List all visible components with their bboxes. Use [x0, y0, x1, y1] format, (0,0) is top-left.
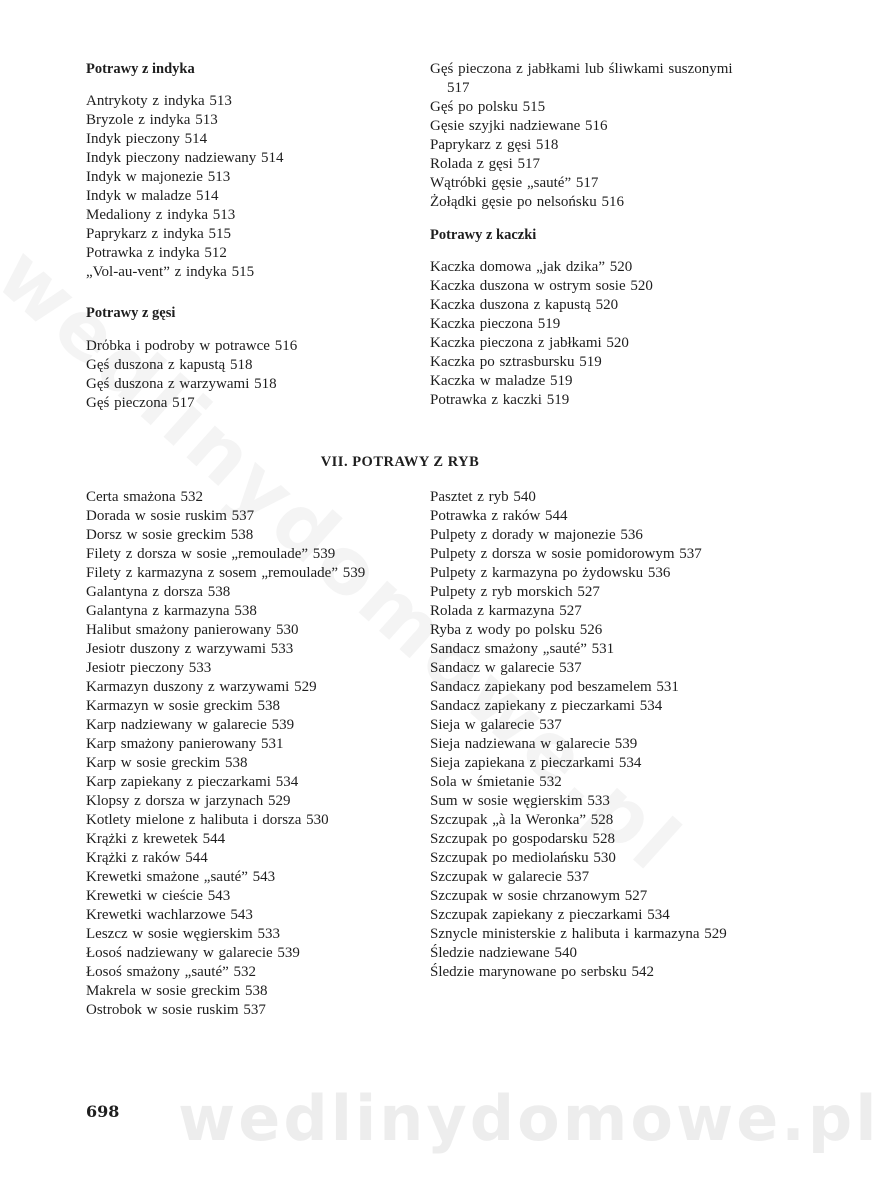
- index-entry: Leszcz w sosie węgierskim 533: [86, 926, 280, 942]
- index-entry: Sieja nadziewana w galarecie 539: [430, 736, 638, 752]
- index-entry: Kotlety mielone z halibuta i dorsza 530: [86, 812, 329, 828]
- index-entry: Indyk w maladze 514: [86, 188, 219, 204]
- index-entry: Pulpety z karmazyna po żydowsku 536: [430, 565, 671, 581]
- index-entry: Potrawka z raków 544: [430, 508, 568, 524]
- index-entry: Śledzie nadziewane 540: [430, 945, 577, 961]
- index-entry: Karp zapiekany z pieczarkami 534: [86, 774, 299, 790]
- index-entry: Kaczka duszona z kapustą 520: [430, 297, 619, 313]
- index-entry: Sandacz zapiekany pod beszamelem 531: [430, 679, 679, 695]
- list-gesi-left: [86, 337, 431, 413]
- index-entry: Indyk pieczony 514: [86, 131, 208, 147]
- index-entry: Sieja zapiekana z pieczarkami 534: [430, 755, 642, 771]
- index-entry: Potrawka z indyka 512: [86, 245, 227, 261]
- index-entry: Szczupak w sosie chrzanowym 527: [430, 888, 648, 904]
- index-entry: Szczupak zapiekany z pieczarkami 534: [430, 907, 670, 923]
- index-entry: Potrawka z kaczki 519: [430, 392, 570, 408]
- index-entry: Krewetki smażone „sauté” 543: [86, 869, 276, 885]
- index-entry: Pulpety z dorsza w sosie pomidorowym 537: [430, 546, 702, 562]
- index-entry: Jesiotr duszony z warzywami 533: [86, 641, 294, 657]
- list-gesi-right: [430, 60, 745, 212]
- index-entry: Indyk pieczony nadziewany 514: [86, 150, 284, 166]
- index-entry: Paprykarz z indyka 515: [86, 226, 232, 242]
- heading-kaczki: Potrawy z kaczki: [430, 227, 537, 243]
- index-entry: Szczupak po gospodarsku 528: [430, 831, 616, 847]
- index-entry: Krewetki w cieście 543: [86, 888, 231, 904]
- index-entry: Medaliony z indyka 513: [86, 207, 236, 223]
- section-title: VII. POTRAWY Z RYB: [320, 454, 480, 470]
- index-entry: Gęś duszona z kapustą 518: [86, 357, 253, 373]
- index-entry: Sandacz zapiekany z pieczarkami 534: [430, 698, 663, 714]
- list-kaczki: [430, 258, 745, 410]
- index-entry: Filety z dorsza w sosie „remoulade” 539: [86, 546, 336, 562]
- index-entry: Paprykarz z gęsi 518: [430, 137, 559, 153]
- fish-left-column: [86, 488, 396, 1020]
- index-entry: Kaczka domowa „jak dzika” 520: [430, 259, 633, 275]
- footer-watermark: wedlinydomowe.pl: [178, 1082, 879, 1155]
- index-entry: Rolada z gęsi 517: [430, 156, 541, 172]
- index-entry: Sum w sosie węgierskim 533: [430, 793, 610, 809]
- index-entry: Indyk w majonezie 513: [86, 169, 231, 185]
- index-entry: Gęś po polsku 515: [430, 99, 546, 115]
- list-ryby-right: [430, 488, 745, 982]
- index-entry: Gęsie szyjki nadziewane 516: [430, 118, 608, 134]
- index-entry: Szczupak „à la Weronka” 528: [430, 812, 614, 828]
- index-entry: Galantyna z dorsza 538: [86, 584, 231, 600]
- index-entry: Kaczka pieczona z jabłkami 520: [430, 335, 629, 351]
- index-entry: Dorada w sosie ruskim 537: [86, 508, 255, 524]
- index-entry: Karp nadziewany w galarecie 539: [86, 717, 295, 733]
- top-left-column: [86, 60, 431, 413]
- index-entry: Kaczka duszona w ostrym sosie 520: [430, 278, 653, 294]
- index-entry: Krążki z raków 544: [86, 850, 208, 866]
- index-entry: Ostrobok w sosie ruskim 537: [86, 1002, 266, 1018]
- index-entry: Certa smażona 532: [86, 489, 203, 505]
- index-entry: Sola w śmietanie 532: [430, 774, 562, 790]
- index-entry: Kaczka pieczona 519: [430, 316, 561, 332]
- index-entry: Śledzie marynowane po serbsku 542: [430, 964, 654, 980]
- index-entry: Bryzole z indyka 513: [86, 112, 218, 128]
- index-entry: Łosoś nadziewany w galarecie 539: [86, 945, 300, 961]
- index-entry: Sieja w galarecie 537: [430, 717, 562, 733]
- index-entry: Sandacz smażony „sauté” 531: [430, 641, 615, 657]
- index-entry: „Vol-au-vent” z indyka 515: [86, 264, 255, 280]
- top-right-column: [430, 60, 745, 410]
- index-entry: Łosoś smażony „sauté” 532: [86, 964, 257, 980]
- list-indyk: [86, 92, 431, 282]
- index-entry: Pulpety z ryb morskich 527: [430, 584, 600, 600]
- index-entry: Krążki z krewetek 544: [86, 831, 226, 847]
- heading-indyk: Potrawy z indyka: [86, 61, 195, 77]
- index-entry: Dorsz w sosie greckim 538: [86, 527, 254, 543]
- index-entry: Ryba z wody po polsku 526: [430, 622, 603, 638]
- index-entry: Karp w sosie greckim 538: [86, 755, 248, 771]
- index-entry: Pasztet z ryb 540: [430, 489, 536, 505]
- index-entry: Karmazyn duszony z warzywami 529: [86, 679, 317, 695]
- index-entry: Gęś duszona z warzywami 518: [86, 376, 277, 392]
- index-entry: Sandacz w galarecie 537: [430, 660, 582, 676]
- index-entry: Antrykoty z indyka 513: [86, 93, 232, 109]
- index-entry: Karmazyn w sosie greckim 538: [86, 698, 280, 714]
- index-entry: Gęś pieczona z jabłkami lub śliwkami suszonymi 517: [430, 61, 733, 96]
- index-entry: Kaczka po sztrasbursku 519: [430, 354, 602, 370]
- index-entry: Sznycle ministerskie z halibuta i karmazyna 529: [430, 926, 727, 942]
- index-entry: Żołądki gęsie po nelsońsku 516: [430, 194, 624, 210]
- index-entry: Kaczka w maladze 519: [430, 373, 573, 389]
- index-entry: Halibut smażony panierowany 530: [86, 622, 299, 638]
- index-entry: Jesiotr pieczony 533: [86, 660, 212, 676]
- index-entry: Rolada z karmazyna 527: [430, 603, 582, 619]
- index-entry: Filety z karmazyna z sosem „remoulade” 539: [86, 565, 366, 581]
- index-entry: Wątróbki gęsie „sauté” 517: [430, 175, 599, 191]
- index-entry: Szczupak po mediolańsku 530: [430, 850, 616, 866]
- page-number: 698: [86, 1102, 120, 1121]
- fish-right-column: [430, 488, 745, 982]
- list-ryby-left: [86, 488, 396, 1020]
- index-entry: Gęś pieczona 517: [86, 395, 195, 411]
- index-entry: Galantyna z karmazyna 538: [86, 603, 257, 619]
- index-entry: Pulpety z dorady w majonezie 536: [430, 527, 643, 543]
- heading-gesi: Potrawy z gęsi: [86, 305, 176, 321]
- index-entry: Klopsy z dorsza w jarzynach 529: [86, 793, 291, 809]
- index-entry: Karp smażony panierowany 531: [86, 736, 284, 752]
- index-entry: Makrela w sosie greckim 538: [86, 983, 268, 999]
- index-entry: Krewetki wachlarzowe 543: [86, 907, 253, 923]
- index-entry: Szczupak w galarecie 537: [430, 869, 590, 885]
- index-entry: Drόbka i podroby w potrawce 516: [86, 338, 298, 354]
